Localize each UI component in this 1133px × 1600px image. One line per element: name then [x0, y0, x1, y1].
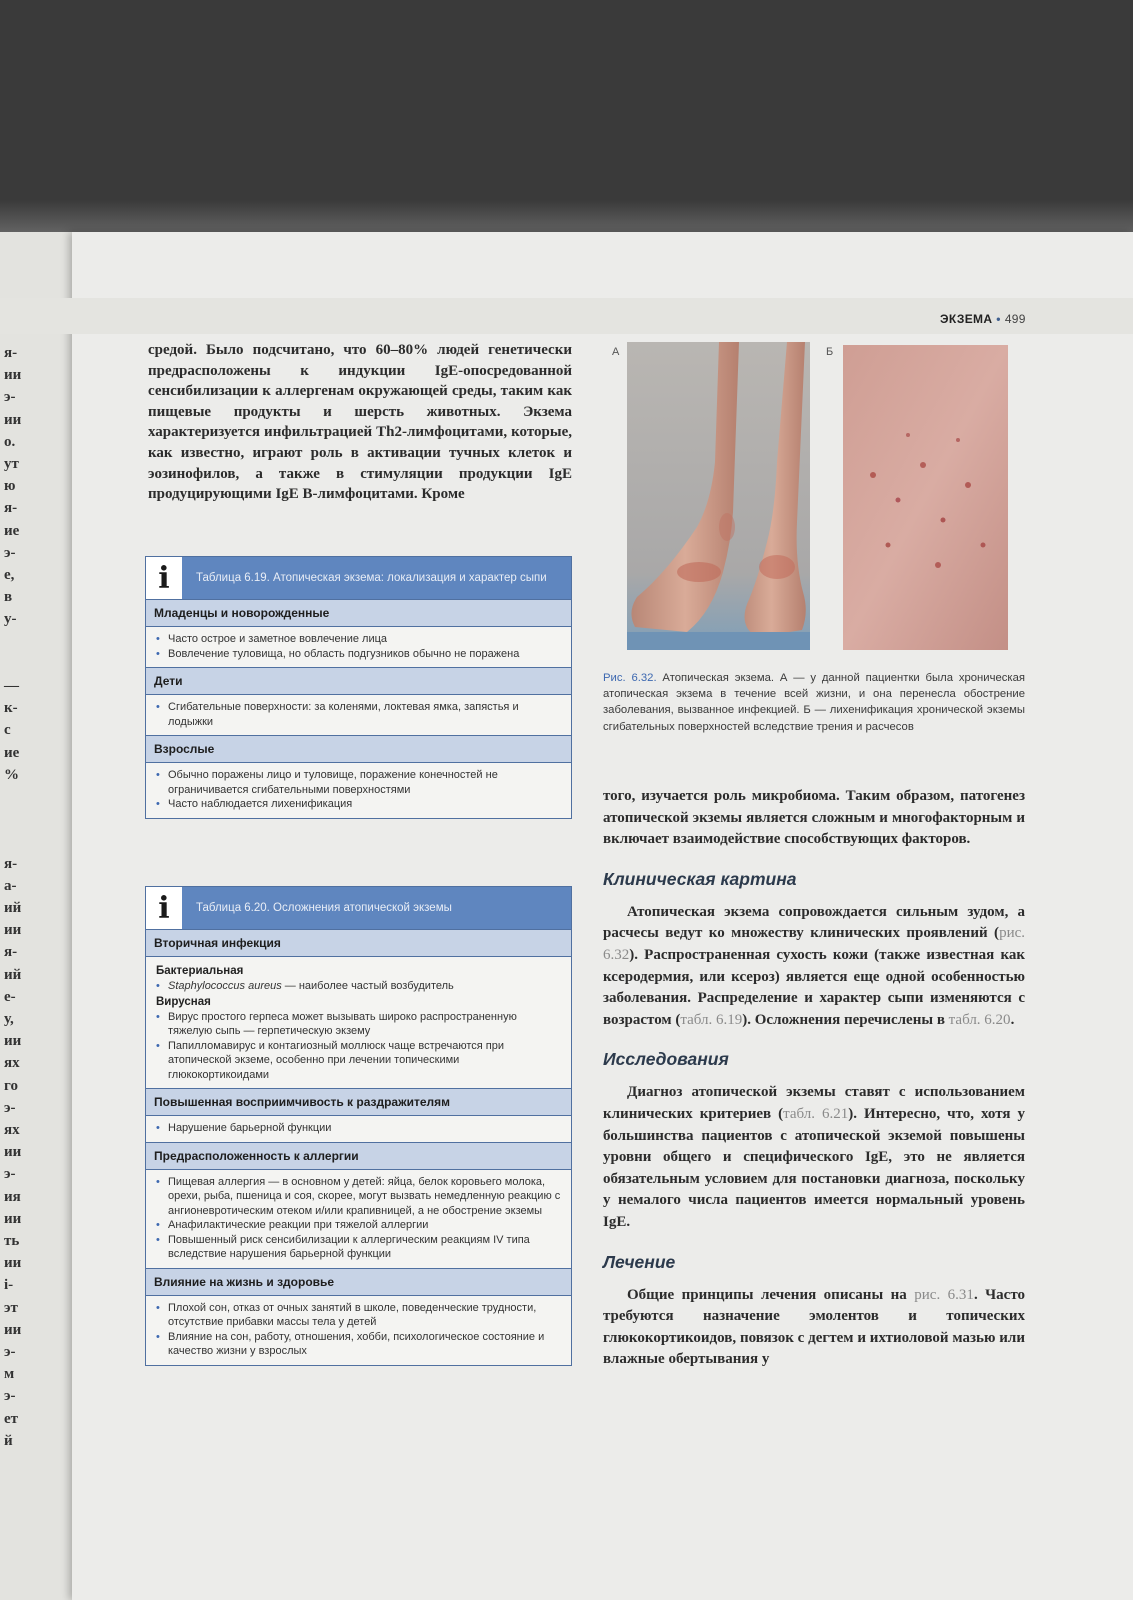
list-item: [156, 979, 561, 994]
subheading: Бактериальная: [156, 965, 244, 977]
table-cell: [146, 1169, 571, 1268]
table-section-heading: Повышенная восприимчивость к раздражителям: [146, 1088, 571, 1115]
figure-caption-label: Рис. 6.32.: [603, 672, 657, 684]
previous-page-fragment: ий: [4, 966, 22, 983]
previous-page-fragment: %: [4, 766, 19, 783]
list-item: • Влияние на сон, работу, отношения, хобби, психологическое состояние и качество жизни у взрослых: [156, 1330, 561, 1359]
previous-page-fragment: ии: [4, 411, 22, 428]
previous-page-fragment: с: [4, 722, 11, 739]
previous-page-fragment: —: [4, 678, 19, 694]
table-cell: [146, 694, 571, 735]
previous-page-fragment: ие: [4, 522, 20, 539]
table-cell: [146, 1295, 571, 1365]
previous-page-fragment: э-: [4, 1344, 16, 1360]
previous-page-fragment: ии: [4, 367, 22, 384]
previous-page-fragment: го: [4, 1077, 18, 1094]
item-text: — наиболее частый возбудитель: [281, 979, 454, 992]
table-section-heading: Предрасположенность к аллергии: [146, 1142, 571, 1169]
previous-page-fragment: к-: [4, 700, 18, 717]
previous-page-fragment: ии: [4, 1144, 22, 1161]
previous-page-fragment: ю: [4, 478, 16, 495]
info-icon: i: [146, 887, 182, 929]
paragraph-text: Общие принципы лечения описаны на: [627, 1286, 915, 1303]
list-item: • Обычно поражены лицо и туловище, поражение конечностей не ограничивается сгибательными поверхностями: [156, 768, 561, 797]
running-head-bullet: •: [996, 312, 1001, 326]
photo-lichenification: [843, 345, 1008, 650]
previous-page-fragment: е,: [4, 567, 15, 583]
table-6-19: [145, 556, 572, 819]
info-icon: i: [146, 557, 182, 599]
left-intro-paragraph: средой. Было подсчитано, что 60–80% людей генетически предрасположены к индукции IgE-опосредованной сенсибилизации к аллергенам окружающей среды, таким как пищевые продукты и шерсть животных. Экзема характеризуется инфильтрацией Th2-лимфоцитами, которые, как известно, играют роль в активации тучных клеток и эозинофилов, а также в стимуляции продукции IgE продуцирующими IgE В-лимфоцитами. Кроме: [148, 342, 572, 503]
list-item: • Повышенный риск сенсибилизации к аллергическим реакциям IV типа вследствие нарушения барьерной функции: [156, 1233, 561, 1262]
cross-reference-link[interactable]: табл. 6.21: [783, 1105, 849, 1122]
figure-label-a: А: [612, 346, 620, 358]
paragraph-text: Атопическая экзема сопровождается сильным зудом, а расчесы ведут ко множеству клинических проявлений (: [603, 903, 1025, 942]
cross-reference-link[interactable]: рис. 6.32: [603, 925, 1025, 963]
list-item: • Анафилактические реакции при тяжелой аллергии: [156, 1218, 561, 1233]
organism-name: Staphylococcus aureus: [168, 979, 282, 992]
paragraph-text: ). Осложнения перечислены в: [742, 1011, 949, 1028]
previous-page-fragment: е-: [4, 988, 16, 1005]
list-item: • Папилломавирус и контагиозный моллюск чаще встречаются при атопической экземе, особенно при лечении топическими глюкокортикоидами: [156, 1039, 561, 1083]
table-cell: [146, 1115, 571, 1142]
table-section-heading: Младенцы и новорожденные: [146, 599, 571, 626]
right-paragraph-4: [603, 1285, 1025, 1371]
previous-page-fragment: о.: [4, 433, 16, 450]
table-section-heading: Влияние на жизнь и здоровье: [146, 1268, 571, 1295]
right-paragraph-1: того, изучается роль микробиома. Таким образом, патогенез атопической экземы является сложным и многофакторным и включает взаимодействие способствующих факторов.: [603, 788, 1025, 848]
running-head: [940, 312, 1026, 326]
previous-page-fragment: ях: [4, 1122, 20, 1138]
previous-page-fragment: ях: [4, 1055, 20, 1072]
previous-page-fragment: ии: [4, 1210, 22, 1227]
previous-page-fragment: в: [4, 589, 13, 606]
paragraph-text: . Часто требуются назначение эмолентов и топических глюкокортикоидов, повязок с дегтем и ихтиоловой мазью или влажные обертывания у: [603, 1286, 1025, 1368]
paragraph-text: .: [1010, 1011, 1015, 1028]
scan-dark-background: [0, 0, 1133, 232]
left-column: [148, 340, 572, 505]
table-title: Таблица 6.20. Осложнения атопической экземы: [196, 902, 452, 914]
previous-page-fragment: я-: [4, 500, 18, 517]
previous-page-fragment: э-: [4, 1166, 16, 1183]
paragraph-text: ). Распространенная сухость кожи (также известная как ксеродермия, или ксероз) является еще одной особенностью заболевания. Распределение и характер сыпи изменяются с возрастом (: [603, 946, 1025, 1028]
previous-page-fragment: э-: [4, 1388, 16, 1405]
list-item: • Вирус простого герпеса может вызывать широко распространенную тяжелую сыпь — герпетическую экзему: [156, 1010, 561, 1039]
previous-page-fragment: я-: [4, 855, 18, 872]
figure-caption: [603, 670, 1025, 735]
previous-page-fragment: ии: [4, 1255, 22, 1272]
paragraph-text: Диагноз атопической экземы ставят с использованием клинических критериев (: [603, 1084, 1025, 1122]
section-heading-clinical: Клиническая картина: [603, 868, 797, 889]
previous-page-fragment: ии: [4, 1033, 22, 1050]
paragraph-text: ). Интересно, что, хотя у большинства пациентов с атопической экземой повышены уровни общего и специфического IgE, это не является обязательным условием для постановки диагноза, поскольку у немалого числа пациентов имеется нормальный уровень IgE.: [603, 1105, 1026, 1230]
figure-caption-text: Атопическая экзема. А — у данной пациентки была хроническая атопическая экзема в течение всей жизни, и она перенесла обострение заболевания, вызванное инфекцией. Б — лихенификация хронической экземы сгибательных поверхностей вследствие трения и расчесов: [603, 672, 1025, 733]
cross-reference-link[interactable]: табл. 6.20: [948, 1011, 1011, 1028]
previous-page-fragment: ии: [4, 1321, 22, 1338]
previous-page-fragment: й: [4, 1432, 13, 1449]
previous-page-fragment: ие: [4, 744, 20, 761]
table-section-heading: Дети: [146, 667, 571, 694]
list-item: • Часто острое и заметное вовлечение лица: [156, 632, 561, 647]
running-head-section: ЭКЗЕМА: [940, 312, 993, 326]
figure-label-b: Б: [826, 346, 834, 358]
previous-page-fragment: эт: [4, 1299, 18, 1316]
previous-page-fragment: я-: [4, 345, 18, 361]
previous-page-fragment: і-: [4, 1277, 14, 1294]
table-cell: [146, 762, 571, 818]
table-header: [146, 887, 571, 929]
previous-page-fragment: ет: [4, 1410, 19, 1427]
table-title: Таблица 6.19. Атопическая экзема: локализация и характер сыпи: [196, 572, 547, 584]
previous-page-fragment: а-: [4, 877, 17, 894]
right-paragraph-2: [603, 902, 1025, 1032]
list-item: • Часто наблюдается лихенификация: [156, 797, 561, 812]
table-cell: [146, 956, 571, 1088]
right-paragraph-3: [603, 1082, 1025, 1233]
list-item: • Сгибательные поверхности: за коленями, локтевая ямка, запястья и лодыжки: [156, 700, 561, 729]
previous-page-fragment: ут: [4, 456, 19, 472]
photo-feet: [627, 342, 810, 650]
previous-page-fragment: у,: [4, 1011, 14, 1027]
page-number: 499: [1004, 312, 1026, 326]
list-item: • Плохой сон, отказ от очных занятий в школе, поведенческие трудности, отсутствие прибавки массы тела у детей: [156, 1301, 561, 1330]
previous-page-fragment: ия: [4, 1188, 21, 1205]
table-header: [146, 557, 571, 599]
previous-page-fragment: м: [4, 1366, 15, 1383]
list-item: • Вовлечение туловища, но область подгузников обычно не поражена: [156, 647, 561, 662]
previous-page-fragment: э-: [4, 389, 16, 406]
section-heading-investigations: Исследования: [603, 1049, 729, 1070]
list-item: • Нарушение барьерной функции: [156, 1121, 561, 1136]
previous-page-fragment: ии: [4, 922, 22, 939]
table-6-20: [145, 886, 572, 1366]
section-heading-treatment: Лечение: [603, 1251, 676, 1272]
list-item: • Пищевая аллергия — в основном у детей: яйца, белок коровьего молока, орехи, рыба, пшеница и соя, скорее, могут вызвать немедленную реакцию с ангионевротическим отеком и/или крапивницей, а не обострение экземы: [156, 1175, 561, 1219]
table-section-heading: Вторичная инфекция: [146, 929, 571, 956]
previous-page-fragment: ть: [4, 1233, 20, 1249]
previous-page-fragment: у-: [4, 611, 17, 628]
previous-page-fragment: ий: [4, 900, 22, 916]
right-column: [603, 786, 1025, 1371]
subheading: Вирусная: [156, 996, 211, 1008]
previous-page-fragment: я-: [4, 944, 18, 961]
previous-page-fragment: э-: [4, 1099, 16, 1116]
table-cell: [146, 626, 571, 667]
cross-reference-link[interactable]: табл. 6.19: [680, 1011, 743, 1028]
table-section-heading: Взрослые: [146, 735, 571, 762]
previous-page-fragment: э-: [4, 544, 16, 561]
cross-reference-link[interactable]: рис. 6.31: [914, 1286, 974, 1303]
